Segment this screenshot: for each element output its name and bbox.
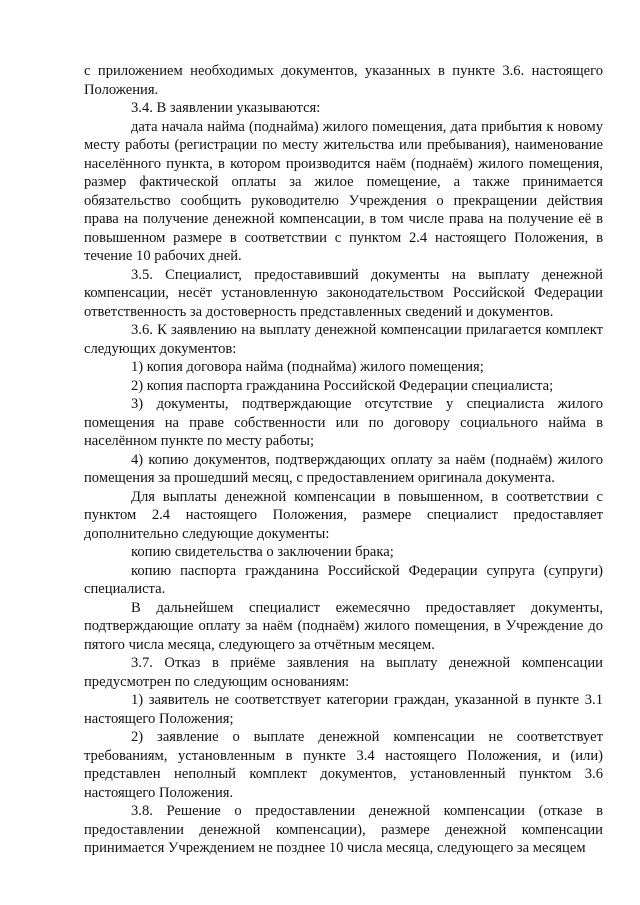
section-3-7-paragraph: 3.7. Отказ в приёме заявления на выплату денежной компенсации предусмотрен по следующим основаниям: [84, 655, 603, 690]
section-3-4-heading: 3.4. В заявлении указываются: [131, 100, 321, 116]
document-list-item-1: 1) копия договора найма (поднайма) жилого помещения; [131, 359, 484, 375]
additional-document-item-1: копию свидетельства о заключении брака; [131, 544, 394, 560]
continuation-paragraph: с приложением необходимых документов, указанных в пункте 3.6. настоящего Положения. [84, 63, 603, 98]
section-3-6-paragraph: 3.6. К заявлению на выплату денежной компенсации прилагается комплект следующих документов: [84, 322, 603, 357]
refusal-reason-item-2: 2) заявление о выплате денежной компенсации не соответствует требованиям, установленным в пункте 3.4 настоящего Положения, и (или) представлен неполный комплект документов, установленный пунктом 3.6 настоящего Положения. [84, 729, 603, 801]
section-3-5-paragraph: 3.5. Специалист, предоставивший документы на выплату денежной компенсации, несёт установленную законодательством Российской Федерации ответственность за достоверность представленных сведений и документов. [84, 266, 603, 320]
document-list-item-2: 2) копия паспорта гражданина Российской Федерации специалиста; [131, 377, 554, 394]
section-3-4-details-paragraph: дата начала найма (поднайма) жилого помещения, дата прибытия к новому месту работы (регистрации по месту жительства или пребывания), наименование населённого пункта, в котором производится наём (поднаём) жилого помещения, размер фактической оплаты за жилое помещение, а также принимается обязательство сообщить руководителю Учреждения о прекращении действия права на получение денежной компенсации, в том числе права на получение её в повышенном размере в соответствии с пунктом 2.4 настоящего Положения, в течение 10 рабочих дней. [84, 118, 603, 264]
section-3-8-paragraph: 3.8. Решение о предоставлении денежной компенсации (отказе в предоставлении денежной компенсации), размере денежной компенсации принимается Учреждением не позднее 10 числа месяца, следующего за месяцем [84, 803, 603, 856]
document-list-item-3: 3) документы, подтверждающие отсутствие у специалиста жилого помещения на праве собственности или по договору социального найма в населённом пункте по месту работы; [84, 396, 603, 449]
refusal-reason-item-1: 1) заявитель не соответствует категории граждан, указанной в пункте 3.1 настоящего Положения; [84, 692, 603, 727]
monthly-documents-paragraph: В дальнейшем специалист ежемесячно предоставляет документы, подтверждающие оплату за наём (поднаём) жилого помещения, в Учреждение до пятого числа месяца, следующего за отчётным месяцем. [84, 599, 603, 653]
additional-document-item-2: копию паспорта гражданина Российской Федерации супруга (супруги) специалиста. [84, 562, 603, 597]
document-page [84, 62, 603, 858]
increased-compensation-paragraph: Для выплаты денежной компенсации в повышенном, в соответствии с пунктом 2.4 настоящего Положения, размере специалист предоставляет дополнительно следующие документы: [84, 488, 603, 542]
document-list-item-4: 4) копию документов, подтверждающих оплату за наём (поднаём) жилого помещения за прошедший месяц, с предоставлением оригинала документа. [84, 451, 603, 486]
